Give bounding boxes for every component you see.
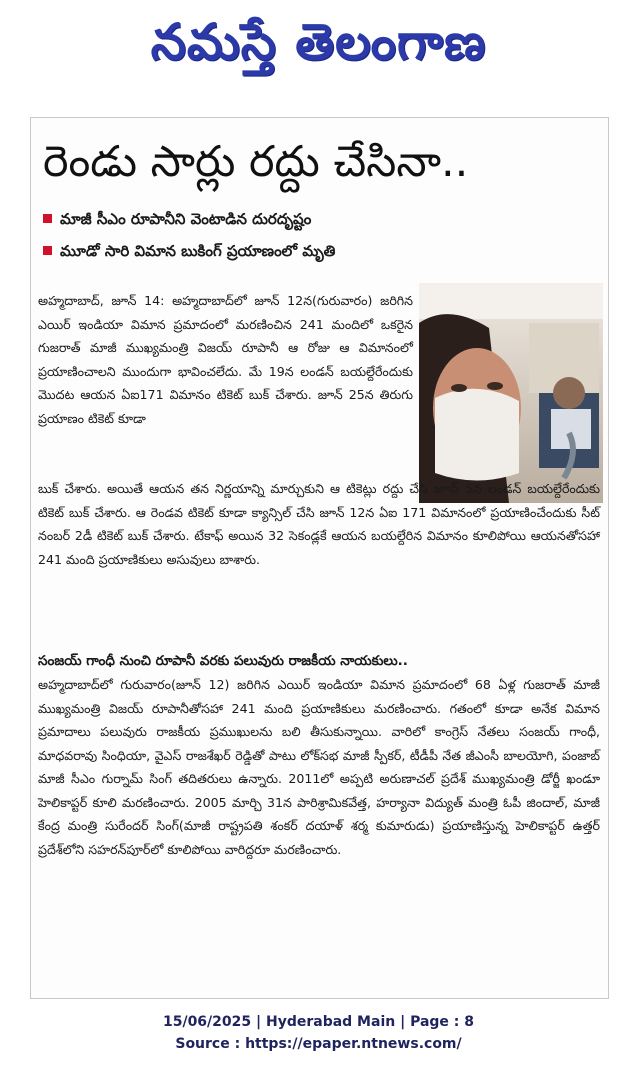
red-square-bullet-icon [43, 246, 52, 255]
footer-edition-line: 15/06/2025 | Hyderabad Main | Page : 8 [162, 1014, 475, 1030]
subheadline-1 [43, 207, 603, 231]
article-paragraph-history: అహ్మదాబాద్‌లో గురువారం(జూన్ 12) జరిగిన ఎయిర్ ఇండియా విమాన ప్రమాదంలో 68 ఏళ్ల గుజరాత్ మాజీ ముఖ్యమంత్రి విజయ్ రూపానీతోసహా 241 మంది ప్రయాణికులు మరణించారు. గతంలో కూడా అనేక విమాన ప్రమాదాలు పలువురు రాజకీయ ప్రముఖులను బలి తీసుకున్నాయి. వారిలో కాంగ్రెస్ నేతలు సంజయ్ గాంధీ, మాధవరావు సింధియా, వైఎస్ రాజశేఖర్ రెడ్డితో పాటు లోక్‌సభ మాజీ స్పీకర్, టీడీపీ నేత జీఎంసీ బాలయోగి, పంజాబ్ మాజీ సీఎం గుర్నామ్ సింగ్ తదితరులు ఉన్నారు. 2011లో అప్పటి అరుణాచల్ ప్రదేశ్ ముఖ్యమంత్రి డోర్జీ ఖండూ హెలికాప్టర్ కూలి మరణించారు. 2005 మార్చి 31న పారిశ్రామికవేత్త, హర్యానా విద్యుత్ మంత్రి ఓపీ జిందాల్, మాజీ కేంద్ర మంత్రి సురేందర్ సింగ్(మాజీ రాష్ట్రపతి శంకర్ దయాళ్ శర్మ కుమారుడు) ప్రయాణిస్తున్న హెలికాప్టర్ ఉత్తర్ ప్రదేశ్‌లోని సహరన్‌పూర్‌లో కూలిపోయి వారిద్దరూ మరణించారు. [38, 677, 600, 857]
article-lead-paragraph: అహ్మదాబాద్, జూన్ 14: అహ్మదాబాద్‌లో జూన్ 12న(గురువారం) జరిగిన ఎయిర్ ఇండియా విమాన ప్రమాదంలో మరణించిన 241 మందిలో ఒకరైన గుజరాత్ మాజీ ముఖ్యమంత్రి విజయ్ రూపానీ ఆ రోజు ఆ విమానంలో ప్రయాణించాలని ముందుగా భావించలేదు. మే 19న లండన్ బయల్దేరేందుకు మొదట ఆయన ఏఐ171 విమానం టికెట్ బుక్ చేశారు. జూన్ 25న తిరుగు ప్రయాణం టికెట్ కూడా [38, 293, 413, 426]
subheadline-2 [43, 239, 603, 263]
cabin-selfie-photo [419, 283, 603, 503]
article-frame [30, 117, 609, 999]
red-square-bullet-icon [43, 214, 52, 223]
masthead [0, 4, 637, 92]
article-paragraph-continued: బుక్ చేశారు. అయితే ఆయన తన నిర్ణయాన్ని మార్చుకుని ఆ టికెట్లు రద్దు చేసి జూన్ 5న లండన్ బయల్దేరేందుకు టికెట్ బుక్ చేశారు. ఆ రెండవ టికెట్ కూడా క్యాన్సిల్ చేసి జూన్ 12న ఏఐ 171 విమానంలో ప్రయాణించేందుకు సీట్ నంబర్ 2డీ టికెట్ బుక్ చేశారు. టేకాఫ్ అయిన 32 సెకండ్లకే ఆయన బయల్దేరిన విమానం కూలిపోయి ఆయనతోసహా 241 మంది ప్రయాణికులు అసువులు బాశారు. [38, 481, 600, 567]
subheadline-2-text: మూడో సారి విమాన బుకింగ్ ప్రయాణంలో మృతి [60, 242, 336, 260]
masthead-title: నమస్తే తెలంగాణ [150, 12, 487, 71]
footer-source-line: Source : https://epaper.ntnews.com/ [175, 1036, 462, 1052]
subheadline-1-text: మాజీ సీఎం రూపానీని వెంటాడిన దురదృష్టం [60, 210, 312, 228]
article-headline: రెండు సార్లు రద్దు చేసినా.. [43, 137, 469, 187]
section-heading: సంజయ్ గాంధీ నుంచి రూపానీ వరకు పలువురు రాజకీయ నాయకులు.. [38, 653, 408, 669]
article-photo [419, 283, 603, 503]
